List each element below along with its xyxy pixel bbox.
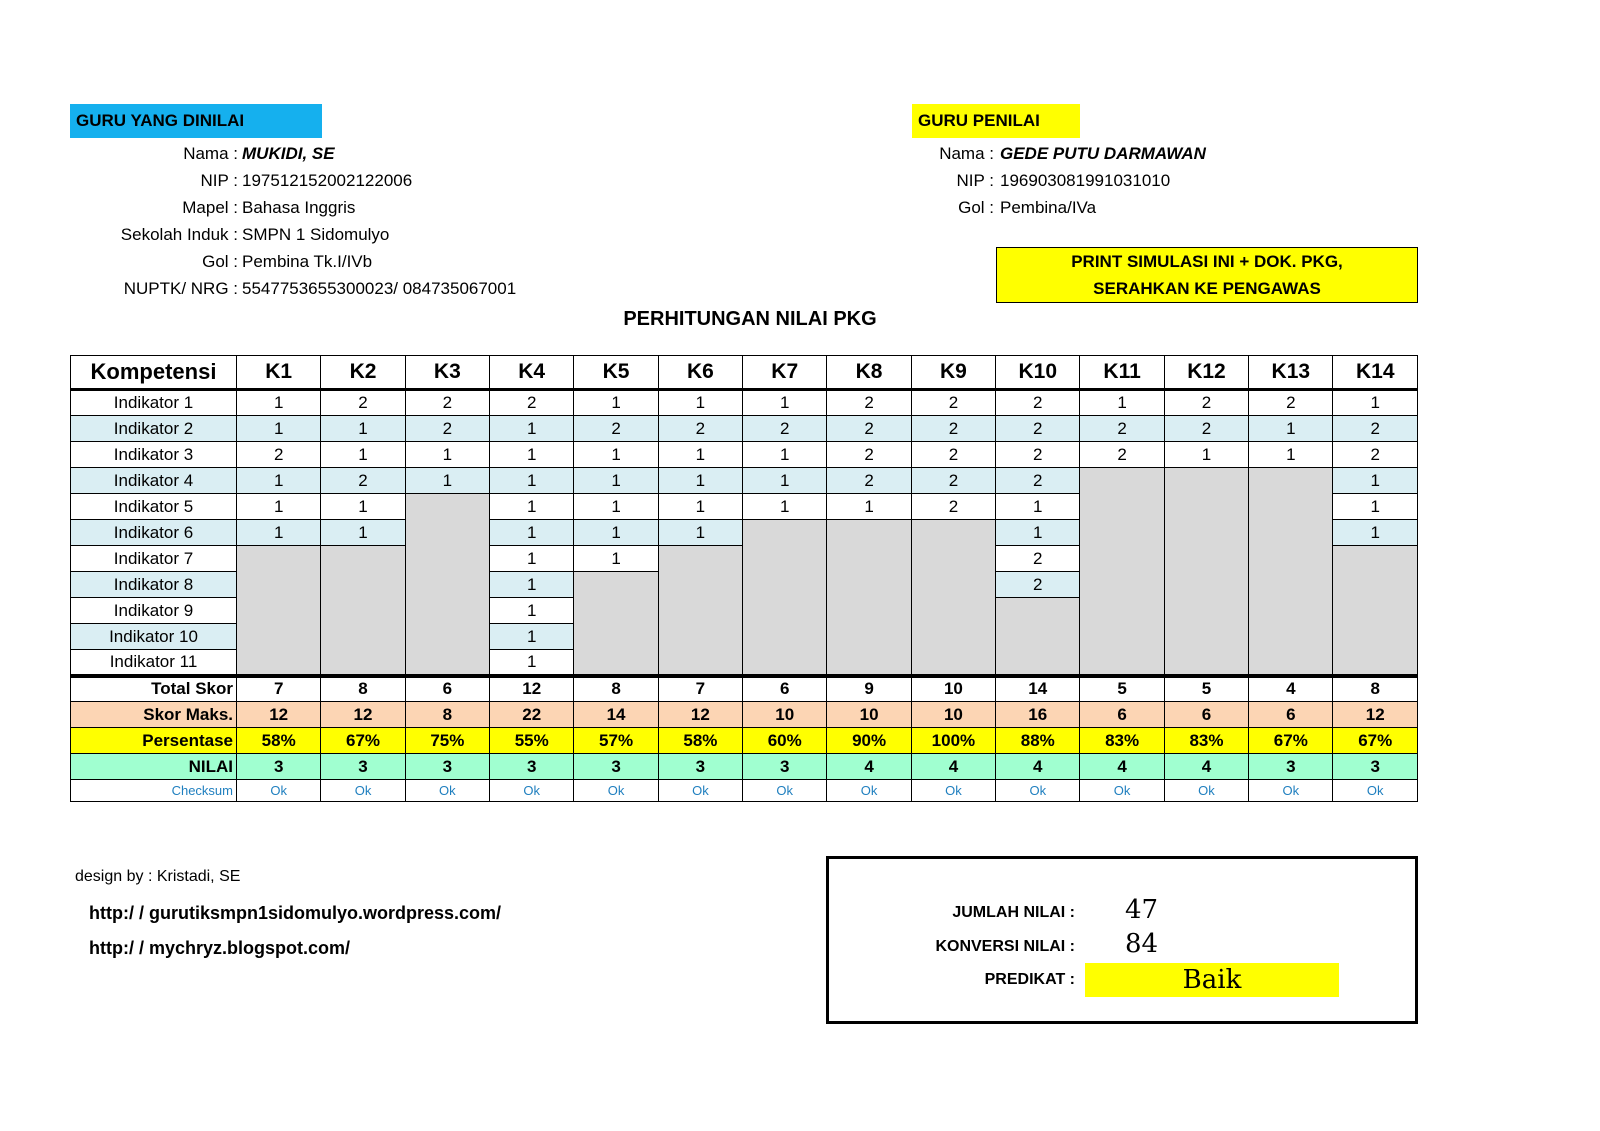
checksum-label: Checksum xyxy=(71,780,237,802)
score-cell[interactable]: 2 xyxy=(1164,416,1248,442)
total-skor-cell: 10 xyxy=(911,676,995,702)
penilai-field-label: NIP : xyxy=(956,171,994,190)
penilai-field-value: GEDE PUTU DARMAWAN xyxy=(1000,144,1206,163)
persentase-cell: 90% xyxy=(827,728,911,754)
persentase-cell: 55% xyxy=(490,728,574,754)
score-cell[interactable]: 1 xyxy=(490,650,574,676)
score-cell[interactable]: 2 xyxy=(743,416,827,442)
score-cell[interactable]: 1 xyxy=(1333,520,1418,546)
skor-maks-cell: 12 xyxy=(237,702,321,728)
skor-maks-row xyxy=(71,702,1418,728)
persentase-cell: 58% xyxy=(658,728,742,754)
nilai-cell: 3 xyxy=(321,754,405,780)
nilai-cell: 3 xyxy=(405,754,489,780)
indicator-row xyxy=(71,390,1418,416)
score-cell[interactable]: 1 xyxy=(1249,442,1333,468)
score-cell[interactable]: 1 xyxy=(574,494,658,520)
skor-maks-cell: 6 xyxy=(1080,702,1164,728)
penilai-field-row xyxy=(0,194,1600,221)
guru-penilai-header: GURU PENILAI xyxy=(912,104,1080,138)
persentase-cell: 83% xyxy=(1164,728,1248,754)
score-cell[interactable]: 2 xyxy=(405,390,489,416)
skor-maks-cell: 10 xyxy=(911,702,995,728)
score-cell[interactable]: 1 xyxy=(1333,494,1418,520)
checksum-cell: Ok xyxy=(574,780,658,802)
nilai-cell: 3 xyxy=(490,754,574,780)
checksum-row xyxy=(71,780,1418,802)
indicator-label: Indikator 3 xyxy=(71,442,237,468)
indicator-label: Indikator 11 xyxy=(71,650,237,676)
predikat-label: PREDIKAT : xyxy=(984,971,1075,988)
score-cell[interactable]: 1 xyxy=(996,494,1080,520)
score-cell[interactable]: 2 xyxy=(996,546,1080,572)
disabled-cell xyxy=(996,598,1080,676)
checksum-cell: Ok xyxy=(996,780,1080,802)
dinilai-field-value: 5547753655300023/ 084735067001 xyxy=(242,279,517,298)
dinilai-field-value: 197512152002122006 xyxy=(242,171,413,190)
score-cell[interactable]: 2 xyxy=(1164,390,1248,416)
indicator-label: Indikator 9 xyxy=(71,598,237,624)
score-cell[interactable]: 1 xyxy=(1164,442,1248,468)
notice-line-1: PRINT SIMULASI INI + DOK. PKG, xyxy=(1071,252,1343,271)
disabled-cell xyxy=(911,520,995,676)
header-k7: K7 xyxy=(743,356,827,390)
persentase-cell: 75% xyxy=(405,728,489,754)
score-cell[interactable]: 2 xyxy=(827,442,911,468)
dinilai-field-value: MUKIDI, SE xyxy=(242,144,335,163)
score-cell[interactable]: 1 xyxy=(743,468,827,494)
total-skor-cell: 6 xyxy=(405,676,489,702)
score-cell[interactable]: 1 xyxy=(321,520,405,546)
persentase-cell: 60% xyxy=(743,728,827,754)
nilai-cell: 4 xyxy=(911,754,995,780)
skor-maks-cell: 14 xyxy=(574,702,658,728)
skor-maks-cell: 6 xyxy=(1164,702,1248,728)
score-cell[interactable]: 1 xyxy=(658,468,742,494)
persentase-cell: 67% xyxy=(1249,728,1333,754)
score-cell[interactable]: 2 xyxy=(911,494,995,520)
disabled-cell xyxy=(743,520,827,676)
disabled-cell xyxy=(658,546,742,676)
dinilai-field-value: Pembina Tk.I/IVb xyxy=(242,252,373,271)
indicator-label: Indikator 7 xyxy=(71,546,237,572)
score-cell[interactable]: 1 xyxy=(574,442,658,468)
score-cell[interactable]: 1 xyxy=(490,468,574,494)
indicator-row xyxy=(71,442,1418,468)
indicator-label: Indikator 6 xyxy=(71,520,237,546)
indicator-row xyxy=(71,468,1418,494)
total-skor-cell: 5 xyxy=(1164,676,1248,702)
dinilai-field-label: Gol : xyxy=(202,252,238,271)
score-cell[interactable]: 1 xyxy=(321,494,405,520)
score-cell[interactable]: 2 xyxy=(490,390,574,416)
table-header-row xyxy=(71,356,1418,390)
header-kompetensi: Kompetensi xyxy=(71,356,237,390)
predikat-value: Baik xyxy=(1085,963,1339,997)
penilai-field-label: Gol : xyxy=(958,198,994,217)
score-cell[interactable]: 2 xyxy=(996,416,1080,442)
skor-maks-cell: 6 xyxy=(1249,702,1333,728)
score-cell[interactable]: 1 xyxy=(490,442,574,468)
indicator-label: Indikator 4 xyxy=(71,468,237,494)
nilai-cell: 3 xyxy=(1333,754,1418,780)
score-cell[interactable]: 1 xyxy=(574,468,658,494)
checksum-cell: Ok xyxy=(658,780,742,802)
score-cell[interactable]: 1 xyxy=(1080,390,1164,416)
jumlah-nilai-label: JUMLAH NILAI : xyxy=(952,904,1075,921)
score-cell[interactable]: 2 xyxy=(996,442,1080,468)
persentase-label: Persentase xyxy=(71,728,237,754)
skor-maks-cell: 22 xyxy=(490,702,574,728)
header-k4: K4 xyxy=(490,356,574,390)
score-cell[interactable]: 1 xyxy=(743,390,827,416)
score-cell[interactable]: 2 xyxy=(911,416,995,442)
skor-maks-label: Skor Maks. xyxy=(71,702,237,728)
persentase-cell: 57% xyxy=(574,728,658,754)
score-cell[interactable]: 2 xyxy=(911,442,995,468)
score-cell[interactable]: 2 xyxy=(405,416,489,442)
checksum-cell: Ok xyxy=(237,780,321,802)
dinilai-field-value: SMPN 1 Sidomulyo xyxy=(242,225,390,244)
persentase-cell: 67% xyxy=(1333,728,1418,754)
persentase-cell: 88% xyxy=(996,728,1080,754)
link-blogspot[interactable]: http:/ / mychryz.blogspot.com/ xyxy=(89,938,351,958)
link-wordpress[interactable]: http:/ / gurutiksmpn1sidomulyo.wordpress.com/ xyxy=(89,903,502,923)
score-cell[interactable]: 1 xyxy=(490,494,574,520)
skor-maks-cell: 12 xyxy=(321,702,405,728)
indicator-label: Indikator 2 xyxy=(71,416,237,442)
score-cell[interactable]: 1 xyxy=(321,442,405,468)
nilai-label: NILAI xyxy=(71,754,237,780)
disabled-cell xyxy=(827,520,911,676)
nilai-cell: 4 xyxy=(827,754,911,780)
skor-maks-cell: 16 xyxy=(996,702,1080,728)
persentase-cell: 100% xyxy=(911,728,995,754)
score-cell[interactable]: 1 xyxy=(490,598,574,624)
skor-maks-cell: 12 xyxy=(1333,702,1418,728)
total-skor-cell: 7 xyxy=(237,676,321,702)
score-cell[interactable]: 1 xyxy=(490,572,574,598)
nilai-cell: 3 xyxy=(237,754,321,780)
score-cell[interactable]: 2 xyxy=(1080,416,1164,442)
penilai-field-value: 196903081991031010 xyxy=(1000,171,1171,190)
konversi-nilai-value: 84 xyxy=(1125,929,1159,959)
score-cell[interactable]: 2 xyxy=(1333,442,1418,468)
score-cell[interactable]: 1 xyxy=(658,442,742,468)
penilai-field-row xyxy=(0,140,1600,167)
checksum-cell: Ok xyxy=(911,780,995,802)
score-cell[interactable]: 2 xyxy=(827,390,911,416)
score-cell[interactable]: 1 xyxy=(658,494,742,520)
header-k11: K11 xyxy=(1080,356,1164,390)
score-cell[interactable]: 1 xyxy=(1333,468,1418,494)
total-skor-cell: 4 xyxy=(1249,676,1333,702)
nilai-cell: 3 xyxy=(743,754,827,780)
header-k6: K6 xyxy=(658,356,742,390)
total-skor-cell: 8 xyxy=(574,676,658,702)
header-k14: K14 xyxy=(1333,356,1418,390)
checksum-cell: Ok xyxy=(1249,780,1333,802)
disabled-cell xyxy=(1249,468,1333,676)
checksum-cell: Ok xyxy=(1080,780,1164,802)
total-skor-label: Total Skor xyxy=(71,676,237,702)
nilai-cell: 3 xyxy=(574,754,658,780)
dinilai-field-row xyxy=(0,221,1600,248)
checksum-cell: Ok xyxy=(743,780,827,802)
nilai-cell: 4 xyxy=(996,754,1080,780)
result-box xyxy=(826,856,1418,1024)
total-skor-cell: 7 xyxy=(658,676,742,702)
header-k10: K10 xyxy=(996,356,1080,390)
nilai-row xyxy=(71,754,1418,780)
score-cell[interactable]: 1 xyxy=(237,390,321,416)
pkg-score-table xyxy=(70,355,1418,802)
score-cell[interactable]: 2 xyxy=(827,416,911,442)
score-cell[interactable]: 1 xyxy=(405,468,489,494)
konversi-nilai-label: KONVERSI NILAI : xyxy=(935,938,1075,955)
total-skor-cell: 8 xyxy=(321,676,405,702)
print-notice-box xyxy=(996,247,1418,303)
score-cell[interactable]: 1 xyxy=(1333,390,1418,416)
checksum-cell: Ok xyxy=(1164,780,1248,802)
skor-maks-cell: 12 xyxy=(658,702,742,728)
score-cell[interactable]: 2 xyxy=(911,390,995,416)
score-cell[interactable]: 1 xyxy=(743,494,827,520)
nilai-cell: 3 xyxy=(1249,754,1333,780)
score-cell[interactable]: 2 xyxy=(1333,416,1418,442)
dinilai-field-value: Bahasa Inggris xyxy=(242,198,356,217)
design-credit: design by : Kristadi, SE xyxy=(75,868,241,885)
skor-maks-cell: 10 xyxy=(743,702,827,728)
persentase-cell: 83% xyxy=(1080,728,1164,754)
indicator-row xyxy=(71,416,1418,442)
nilai-cell: 3 xyxy=(658,754,742,780)
dinilai-field-label: NIP : xyxy=(200,171,238,190)
header-k8: K8 xyxy=(827,356,911,390)
persentase-row xyxy=(71,728,1418,754)
score-cell[interactable]: 2 xyxy=(911,468,995,494)
dinilai-field-label: Nama : xyxy=(183,144,238,163)
skor-maks-cell: 8 xyxy=(405,702,489,728)
checksum-cell: Ok xyxy=(405,780,489,802)
header-k9: K9 xyxy=(911,356,995,390)
score-cell[interactable]: 2 xyxy=(827,468,911,494)
score-cell[interactable]: 1 xyxy=(658,390,742,416)
disabled-cell xyxy=(574,572,658,676)
dinilai-field-label: Mapel : xyxy=(182,198,238,217)
score-cell[interactable]: 1 xyxy=(490,520,574,546)
score-cell[interactable]: 2 xyxy=(321,390,405,416)
header-k5: K5 xyxy=(574,356,658,390)
header-k12: K12 xyxy=(1164,356,1248,390)
score-cell[interactable]: 1 xyxy=(827,494,911,520)
guru-dinilai-header: GURU YANG DINILAI xyxy=(70,104,322,138)
disabled-cell xyxy=(321,546,405,676)
disabled-cell xyxy=(237,546,321,676)
nilai-cell: 4 xyxy=(1080,754,1164,780)
score-cell[interactable]: 1 xyxy=(490,624,574,650)
score-cell[interactable]: 1 xyxy=(490,546,574,572)
penilai-field-label: Nama : xyxy=(939,144,994,163)
indicator-label: Indikator 5 xyxy=(71,494,237,520)
nilai-cell: 4 xyxy=(1164,754,1248,780)
score-cell[interactable]: 2 xyxy=(1080,442,1164,468)
indicator-label: Indikator 8 xyxy=(71,572,237,598)
indicator-label: Indikator 1 xyxy=(71,390,237,416)
score-cell[interactable]: 2 xyxy=(237,442,321,468)
disabled-cell xyxy=(1164,468,1248,676)
score-cell[interactable]: 1 xyxy=(743,442,827,468)
total-skor-cell: 5 xyxy=(1080,676,1164,702)
header-k3: K3 xyxy=(405,356,489,390)
score-cell[interactable]: 2 xyxy=(996,390,1080,416)
page-title: PERHITUNGAN NILAI PKG xyxy=(623,308,877,330)
skor-maks-cell: 10 xyxy=(827,702,911,728)
score-cell[interactable]: 2 xyxy=(574,416,658,442)
checksum-cell: Ok xyxy=(490,780,574,802)
score-cell[interactable]: 1 xyxy=(1249,416,1333,442)
score-cell[interactable]: 1 xyxy=(574,520,658,546)
score-cell[interactable]: 1 xyxy=(490,416,574,442)
score-cell[interactable]: 1 xyxy=(405,442,489,468)
score-cell[interactable]: 1 xyxy=(658,520,742,546)
score-cell[interactable]: 1 xyxy=(237,520,321,546)
total-skor-cell: 6 xyxy=(743,676,827,702)
jumlah-nilai-value: 47 xyxy=(1125,895,1159,925)
disabled-cell xyxy=(1333,546,1418,676)
score-cell[interactable]: 2 xyxy=(321,468,405,494)
score-cell[interactable]: 1 xyxy=(574,390,658,416)
total-skor-cell: 9 xyxy=(827,676,911,702)
score-cell[interactable]: 2 xyxy=(658,416,742,442)
persentase-cell: 67% xyxy=(321,728,405,754)
disabled-cell xyxy=(405,494,489,676)
checksum-cell: Ok xyxy=(827,780,911,802)
checksum-cell: Ok xyxy=(1333,780,1418,802)
header-k1: K1 xyxy=(237,356,321,390)
score-cell[interactable]: 1 xyxy=(237,416,321,442)
persentase-cell: 58% xyxy=(237,728,321,754)
total-skor-cell: 12 xyxy=(490,676,574,702)
score-cell[interactable]: 2 xyxy=(996,572,1080,598)
score-cell[interactable]: 1 xyxy=(996,520,1080,546)
notice-line-2: SERAHKAN KE PENGAWAS xyxy=(1093,279,1321,298)
score-cell[interactable]: 2 xyxy=(1249,390,1333,416)
score-cell[interactable]: 1 xyxy=(574,546,658,572)
indicator-label: Indikator 10 xyxy=(71,624,237,650)
dinilai-field-label: Sekolah Induk : xyxy=(120,225,238,244)
disabled-cell xyxy=(1080,468,1164,676)
score-cell[interactable]: 1 xyxy=(237,468,321,494)
dinilai-field-label: NUPTK/ NRG : xyxy=(123,279,238,298)
total-skor-cell: 8 xyxy=(1333,676,1418,702)
penilai-field-value: Pembina/IVa xyxy=(1000,198,1097,217)
total-skor-row xyxy=(71,676,1418,702)
header-k13: K13 xyxy=(1249,356,1333,390)
checksum-cell: Ok xyxy=(321,780,405,802)
score-cell[interactable]: 1 xyxy=(237,494,321,520)
penilai-field-row xyxy=(0,167,1600,194)
header-k2: K2 xyxy=(321,356,405,390)
score-cell[interactable]: 2 xyxy=(996,468,1080,494)
total-skor-cell: 14 xyxy=(996,676,1080,702)
score-cell[interactable]: 1 xyxy=(321,416,405,442)
